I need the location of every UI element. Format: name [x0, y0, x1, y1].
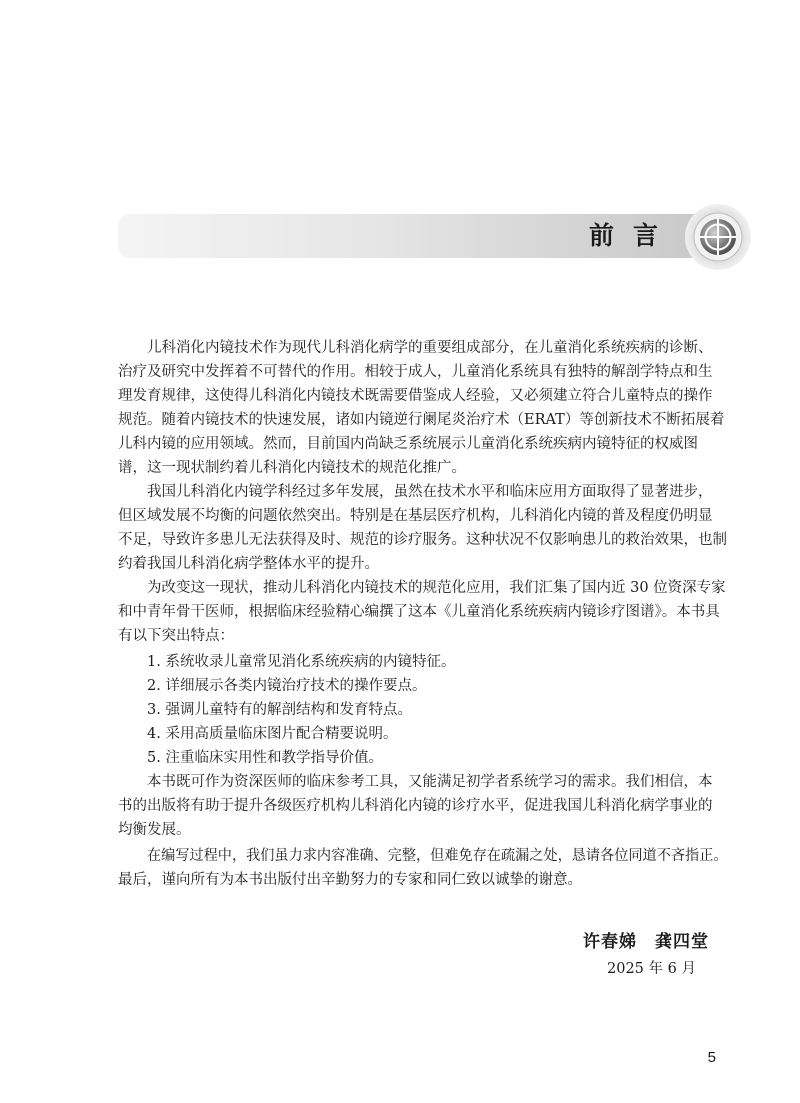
page-number: 5 [707, 1049, 716, 1066]
text-line: 均衡发展。 [118, 822, 191, 838]
author-names: 许春娣 龚四堂 [583, 932, 709, 952]
text-line: 规范。随着内镜技术的快速发展，诸如内镜逆行阑尾炎治疗术（ERAT）等创新技术不断拓展着 [118, 412, 725, 428]
chapter-title: 前言 [589, 221, 678, 250]
text-line: 约着我国儿科消化病学整体水平的提升。 [118, 556, 379, 572]
text-line: 和中青年骨干医师，根据临床经验精心编撰了这本《儿童消化系统疾病内镜诊疗图谱》。本书具 [118, 604, 720, 620]
text-line: 本书既可作为资深医师的临床参考工具，又能满足初学者系统学习的需求。我们相信，本 [147, 774, 713, 790]
text-line: 但区域发展不均衡的问题依然突出。特别是在基层医疗机构，儿科消化内镜的普及程度仍明显 [118, 508, 713, 524]
text-line: 儿科消化内镜技术作为现代儿科消化病学的重要组成部分，在儿童消化系统疾病的诊断、 [147, 340, 713, 356]
list-item: 5. 注重临床实用性和教学指导价值。 [147, 750, 383, 766]
list-item: 4. 采用高质量临床图片配合精要说明。 [147, 726, 398, 742]
text-line: 书的出版将有助于提升各级医疗机构儿科消化内镜的诊疗水平，促进我国儿科消化病学事业的 [118, 798, 713, 814]
target-emblem-icon [684, 203, 752, 271]
text-line: 有以下突出特点： [118, 628, 234, 644]
text-line: 理发育规律，这使得儿科消化内镜技术既需要借鉴成人经验，又必须建立符合儿童特点的操作 [118, 388, 713, 404]
list-item: 1. 系统收录儿童常见消化系统疾病的内镜特征。 [147, 654, 456, 670]
text-line: 我国儿科消化内镜学科经过多年发展，虽然在技术水平和临床应用方面取得了显著进步， [147, 484, 713, 500]
text-line: 最后，谨向所有为本书出版付出辛勤努力的专家和同仁致以诚挚的谢意。 [118, 872, 582, 888]
list-item: 3. 强调儿童特有的解剖结构和发育特点。 [147, 702, 412, 718]
text-line: 谱，这一现状制约着儿科消化内镜技术的规范化推广。 [118, 460, 466, 476]
text-line: 在编写过程中，我们虽力求内容准确、完整，但难免存在疏漏之处，恳请各位同道不吝指正。 [147, 848, 728, 864]
text-line: 不足，导致许多患儿无法获得及时、规范的诊疗服务。这种状况不仅影响患儿的救治效果，也制 [118, 532, 727, 548]
text-line: 治疗及研究中发挥着不可替代的作用。相较于成人，儿童消化系统具有独特的解剖学特点和生 [118, 364, 713, 380]
signature-date: 2025 年 6 月 [607, 961, 696, 977]
text-line: 为改变这一现状，推动儿科消化内镜技术的规范化应用，我们汇集了国内近 30 位资深专家 [147, 580, 726, 596]
text-line: 儿科内镜的应用领域。然而，目前国内尚缺乏系统展示儿童消化系统疾病内镜特征的权威图 [118, 436, 698, 452]
list-item: 2. 详细展示各类内镜治疗技术的操作要点。 [147, 678, 427, 694]
